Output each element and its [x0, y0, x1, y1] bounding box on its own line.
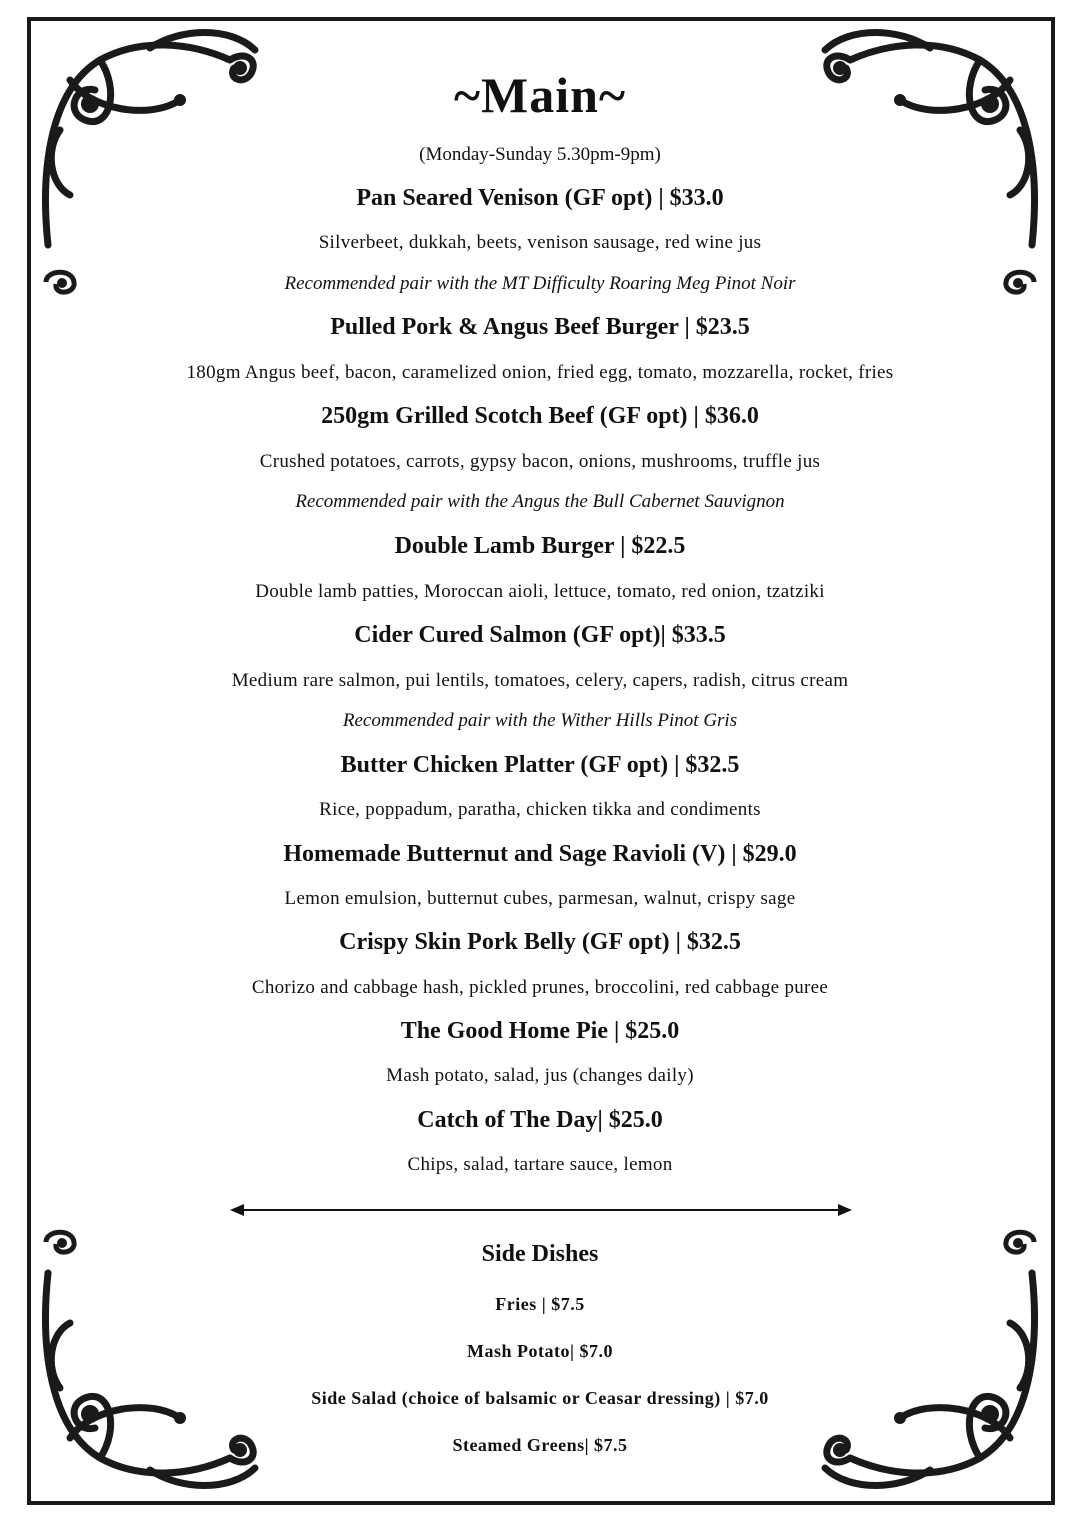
side-dishes-heading: Side Dishes — [481, 1241, 599, 1267]
dish-name: Homemade Butternut and Sage Ravioli (V) | $29.0 — [283, 841, 797, 867]
dish-name: Cider Cured Salmon (GF opt)| $33.5 — [354, 622, 726, 648]
side-dish-item: Fries | $7.5 — [495, 1294, 585, 1314]
service-hours: (Monday-Sunday 5.30pm-9pm) — [419, 144, 661, 165]
side-dish-item: Mash Potato| $7.0 — [467, 1341, 613, 1361]
dish-name: Double Lamb Burger | $22.5 — [394, 533, 686, 559]
dish-description: 180gm Angus beef, bacon, caramelized onion, fried egg, tomato, mozzarella, rocket, fries — [186, 362, 894, 383]
wine-pairing: Recommended pair with the Angus the Bull Cabernet Sauvignon — [295, 491, 785, 512]
corner-flourish-icon — [30, 20, 260, 250]
dish-name: 250gm Grilled Scotch Beef (GF opt) | $36.0 — [321, 403, 759, 429]
dish-description: Lemon emulsion, butternut cubes, parmesan, walnut, crispy sage — [284, 888, 796, 909]
dish-name: Butter Chicken Platter (GF opt) | $32.5 — [340, 752, 740, 778]
side-dish-item: Steamed Greens| $7.5 — [452, 1435, 628, 1455]
dish-description: Mash potato, salad, jus (changes daily) — [386, 1065, 694, 1086]
dish-description: Double lamb patties, Moroccan aioli, lettuce, tomato, red onion, tzatziki — [255, 581, 825, 602]
double-arrow-divider-icon — [230, 1203, 852, 1217]
dish-name: The Good Home Pie | $25.0 — [400, 1018, 680, 1044]
dish-description: Chips, salad, tartare sauce, lemon — [407, 1154, 673, 1175]
dish-name: Catch of The Day| $25.0 — [417, 1107, 663, 1133]
dish-description: Medium rare salmon, pui lentils, tomatoes, celery, capers, radish, citrus cream — [231, 670, 849, 691]
dish-description: Chorizo and cabbage hash, pickled prunes, broccolini, red cabbage puree — [251, 977, 829, 998]
dish-name: Pan Seared Venison (GF opt) | $33.0 — [356, 185, 724, 211]
dish-name: Crispy Skin Pork Belly (GF opt) | $32.5 — [339, 929, 741, 955]
page-title: ~Main~ — [454, 67, 626, 123]
dish-name: Pulled Pork & Angus Beef Burger | $23.5 — [330, 314, 750, 340]
dish-description: Crushed potatoes, carrots, gypsy bacon, onions, mushrooms, truffle jus — [259, 451, 821, 472]
dish-description: Silverbeet, dukkah, beets, venison sausage, red wine jus — [318, 232, 762, 253]
dish-description: Rice, poppadum, paratha, chicken tikka and condiments — [319, 799, 761, 820]
corner-flourish-icon — [820, 20, 1050, 250]
side-dish-item: Side Salad (choice of balsamic or Ceasar dressing) | $7.0 — [311, 1388, 769, 1408]
wine-pairing: Recommended pair with the Wither Hills Pinot Gris — [342, 710, 738, 731]
wine-pairing: Recommended pair with the MT Difficulty Roaring Meg Pinot Noir — [284, 273, 796, 294]
